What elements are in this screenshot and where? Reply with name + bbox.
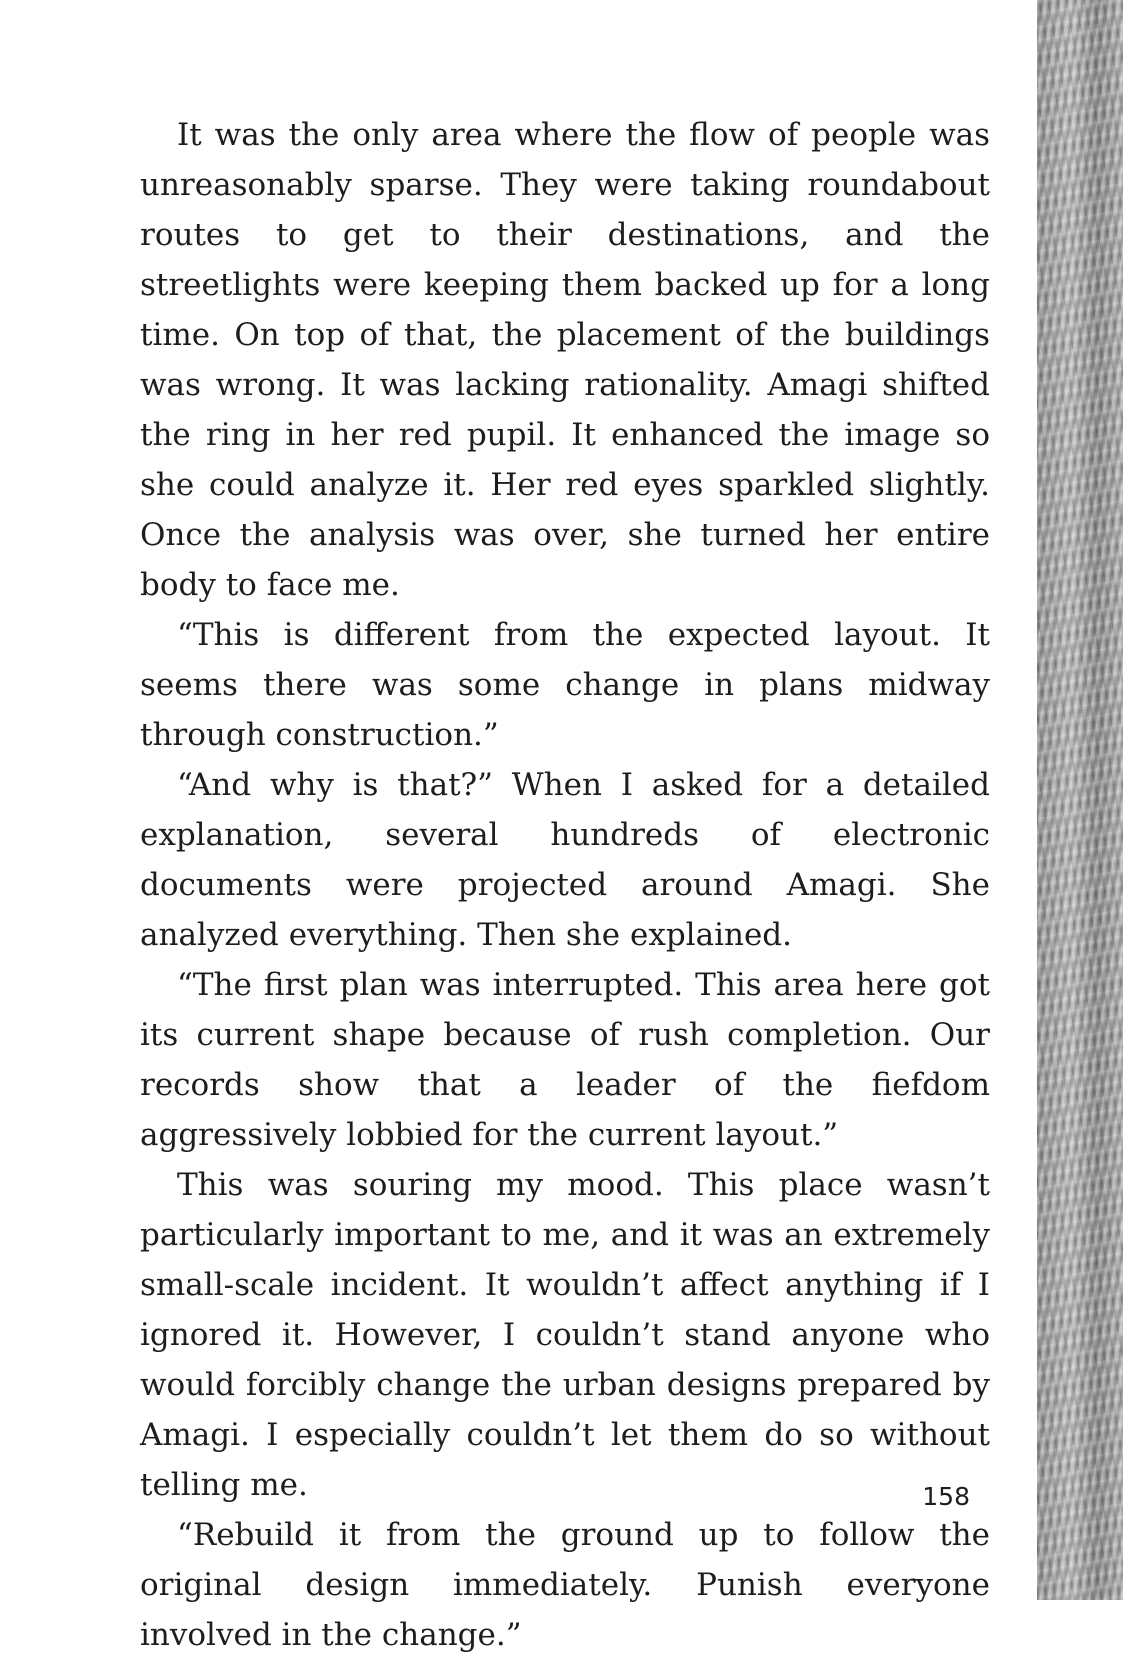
paragraph: “Rebuild it from the ground up to follow the original design immediately. Punish everyone involved in the change.” [140, 1517, 990, 1653]
paragraph: “And why is that?” When I asked for a detailed explanation, several hundreds of electronic documents were projected around Amagi. She analyzed everything. Then she explained. [140, 767, 990, 953]
paragraph: It was the only area where the flow of people was unreasonably sparse. They were taking roundabout routes to get to their destinations, and the streetlights were keeping them backed up for a long time. On top of that, the placement of the buildings was wrong. It was lacking rationality. Amagi shifted the ring in her red pupil. It enhanced the image so she could analyze it. Her red eyes sparkled slightly. Once the analysis was over, she turned her entire body to face me. [140, 117, 990, 603]
decorative-edge-texture [1037, 0, 1123, 1600]
paragraph: This was souring my mood. This place wasn’t particularly important to me, and it was an extremely small-scale incident. It wouldn’t affect anything if I ignored it. However, I couldn’t stand anyone who would forcibly change the urban designs prepared by Amagi. I especially couldn’t let them do so without telling me. [140, 1167, 990, 1503]
paragraph: “This is different from the expected layout. It seems there was some change in plans midway through construction.” [140, 617, 990, 753]
paragraph: “The first plan was interrupted. This area here got its current shape because of rush completion. Our records show that a leader of the fiefdom aggressively lobbied for the current layout.” [140, 967, 990, 1153]
page-number: 158 [922, 1482, 970, 1511]
body-text [140, 110, 990, 1660]
